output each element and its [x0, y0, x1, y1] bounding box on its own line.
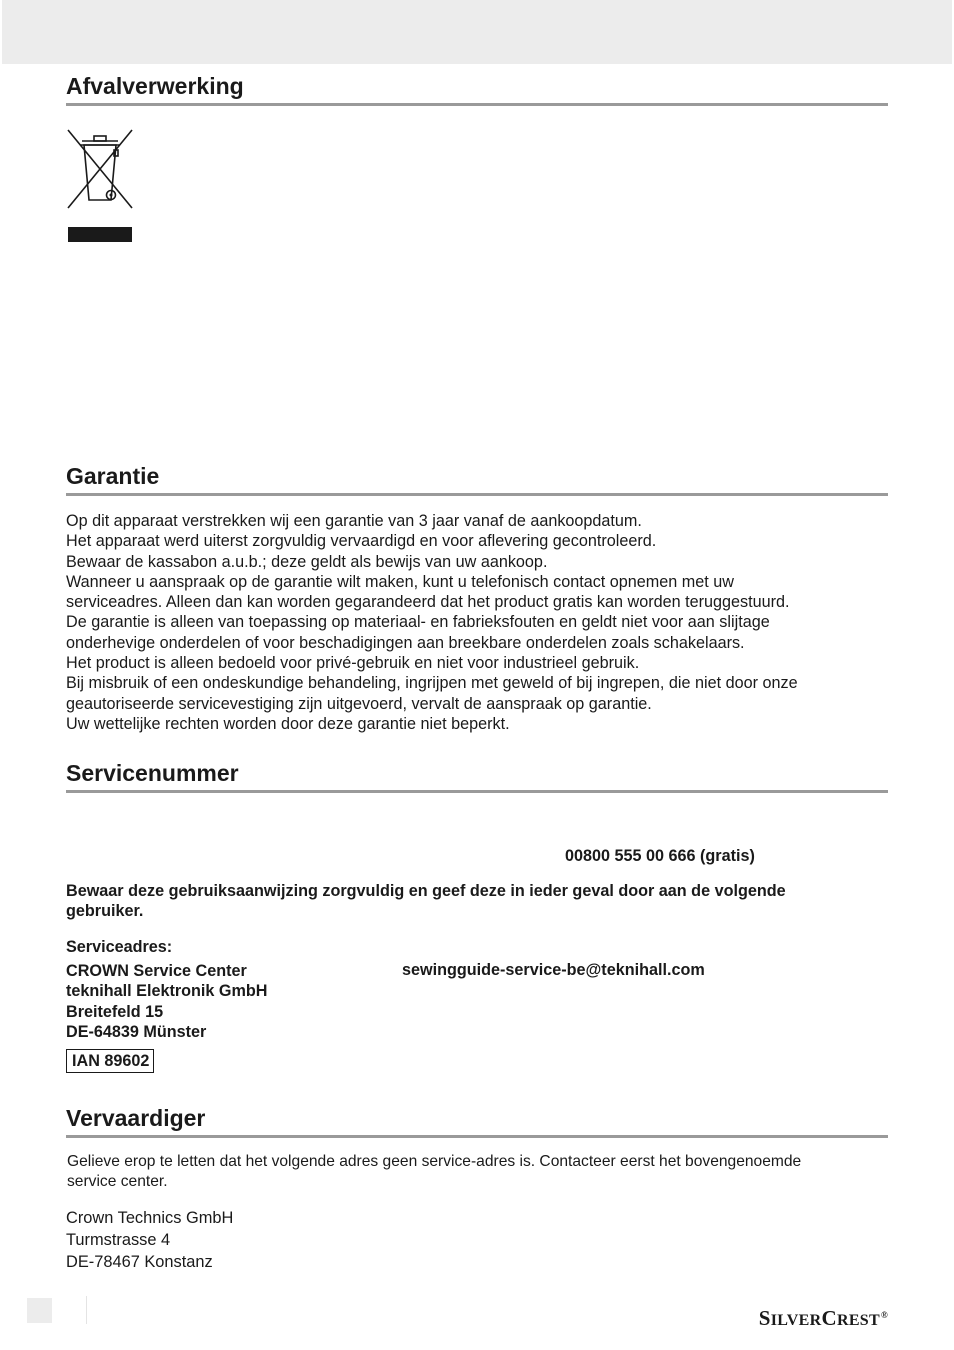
bin-underline-bar	[68, 227, 132, 242]
warranty-line: Uw wettelijke rechten worden door deze garantie niet beperkt.	[66, 714, 510, 733]
manufacturer-note	[67, 1152, 897, 1193]
manufacturer-note-line: service center.	[67, 1173, 168, 1191]
footer-divider	[86, 1296, 87, 1324]
service-notice	[66, 881, 888, 922]
page-number-box	[27, 1298, 52, 1323]
brand-logo: SILVERCREST®	[758, 1306, 888, 1330]
warranty-text	[66, 511, 896, 734]
warranty-line: De garantie is alleen van toepassing op materiaal- en fabrieksfouten en geldt niet voor aan slijtage	[66, 613, 770, 632]
manufacturer-address	[66, 1207, 233, 1273]
manufacturer-address-line: DE-78467 Konstanz	[66, 1253, 213, 1271]
service-address-line: CROWN Service Center	[66, 962, 247, 980]
service-address-line: DE-64839 Münster	[66, 1022, 207, 1041]
warranty-line: Op dit apparaat verstrekken wij een garantie van 3 jaar vanaf de aankoopdatum.	[66, 512, 642, 530]
section-title-manufacturer: Vervaardiger	[66, 1104, 888, 1138]
warranty-line: geautoriseerde servicevestiging zijn uitgevoerd, vervalt de aanspraak op garantie.	[66, 694, 652, 713]
service-notice-line: Bewaar deze gebruiksaanwijzing zorgvuldig en geef deze in ieder geval door aan de volgende	[66, 882, 786, 900]
crossed-out-wheelie-bin-icon	[66, 128, 134, 212]
section-title-warranty: Garantie	[66, 462, 888, 496]
warranty-line: serviceadres. Alleen dan kan worden gegarandeerd dat het product gratis kan worden teruggestuurd.	[66, 593, 790, 612]
service-notice-line: gebruiker.	[66, 902, 144, 921]
section-title-disposal: Afvalverwerking	[66, 72, 888, 106]
warranty-line: onderhevige onderdelen of voor beschadigingen aan breekbare onderdelen zoals schakelaars.	[66, 633, 745, 652]
service-email: sewingguide-service-be@teknihall.com	[402, 961, 705, 979]
warranty-line: Bewaar de kassabon a.u.b.; deze geldt als bewijs van uw aankoop.	[66, 552, 548, 571]
manufacturer-address-line: Crown Technics GmbH	[66, 1209, 234, 1227]
ian-number-box: IAN 89602	[66, 1049, 154, 1073]
warranty-line: Bij misbruik of een ondeskundige behandeling, ingrijpen met geweld of bij ingrepen, die niet door onze	[66, 674, 798, 693]
manufacturer-note-line: Gelieve erop te letten dat het volgende adres geen service-adres is. Contacteer eerst het bovengenoemde	[67, 1153, 802, 1170]
header-band	[2, 0, 952, 64]
service-address-line: Breitefeld 15	[66, 1002, 164, 1021]
warranty-line: Wanneer u aanspraak op de garantie wilt maken, kunt u telefonisch contact opnemen met uw	[66, 572, 734, 591]
warranty-line: Het apparaat werd uiterst zorgvuldig vervaardigd en voor aflevering gecontroleerd.	[66, 532, 657, 551]
service-phone: 00800 555 00 666 (gratis)	[565, 847, 755, 865]
service-address	[66, 961, 268, 1042]
service-address-label: Serviceadres:	[66, 938, 173, 956]
warranty-line: Het product is alleen bedoeld voor privé-gebruik en niet voor industrieel gebruik.	[66, 654, 640, 673]
section-title-service: Servicenummer	[66, 759, 888, 793]
service-address-line: teknihall Elektronik GmbH	[66, 982, 268, 1001]
manufacturer-address-line: Turmstrasse 4	[66, 1231, 171, 1249]
